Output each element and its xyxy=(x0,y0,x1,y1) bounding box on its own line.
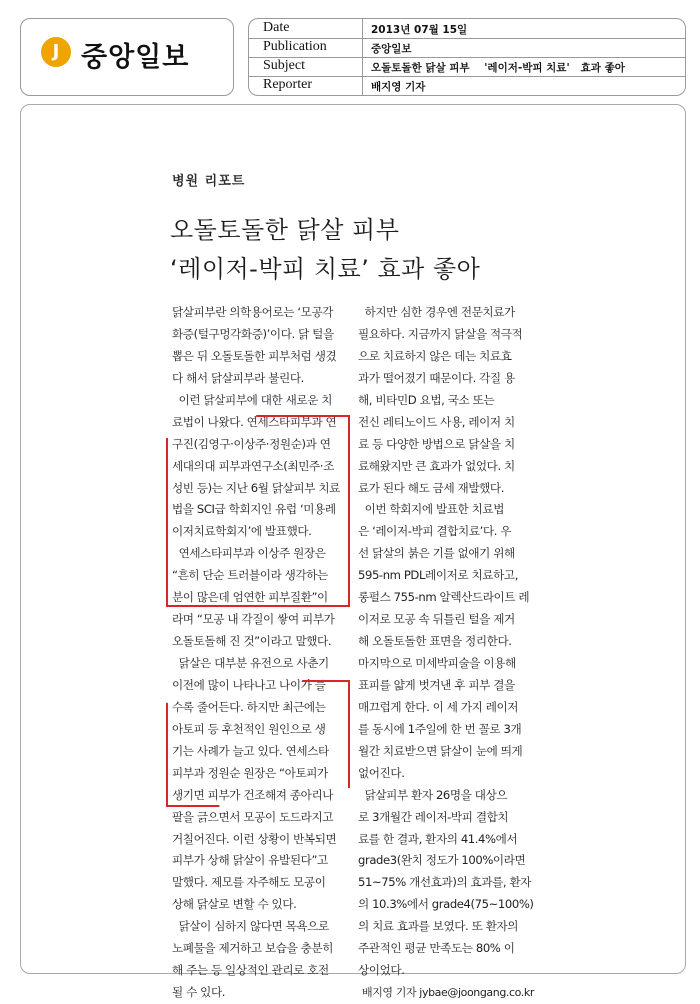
body-text-line: 은 ‘레이저-박피 결합치료’다. 우 xyxy=(358,524,512,539)
metadata-row-date xyxy=(249,19,685,39)
headline-line-1: 오돌토돌한 닭살 피부 xyxy=(170,216,400,244)
body-text-line: 료 등 다양한 방법으로 닭살을 치 xyxy=(358,436,515,451)
body-text-line: 닭살은 대부분 유전으로 사춘기 xyxy=(172,656,329,670)
body-text-line: 닭살피부란 의학용어로는 ‘모공각 xyxy=(172,305,334,319)
body-text-line: 없어진다. xyxy=(358,765,405,780)
metadata-row-publication xyxy=(249,38,685,58)
body-text-line: 다 해서 닭살피부라 불린다. xyxy=(172,370,304,385)
body-text-line: 으로 치료하지 않은 데는 치료효 xyxy=(358,348,512,363)
metadata-row-reporter xyxy=(249,76,685,95)
metadata-table xyxy=(248,18,686,96)
metadata-value: 오돌토돌한 닭살 피부 '레이저-박피 치료' 효과 좋아 xyxy=(371,62,625,74)
body-text-line: 마지막으로 미세박피술을 이용해 xyxy=(358,656,516,670)
body-text-line: 하지만 심한 경우엔 전문치료가 xyxy=(358,305,515,319)
body-text-line: 수록 줄어든다. 하지만 최근에는 xyxy=(172,699,326,714)
body-text-line: 의 치료 효과를 보였다. 또 환자의 xyxy=(358,919,519,934)
body-text-line: 해 오돌토돌한 표면을 정리한다. xyxy=(358,634,512,649)
body-text-line: 화증(털구멍각화증)’이다. 닭 털을 xyxy=(172,326,334,341)
body-text-line: 될 수 있다. xyxy=(172,985,226,1000)
body-text-line: 닭살피부 환자 26명을 대상으 xyxy=(358,787,508,802)
body-text-line: 법을 SCI급 학회지인 유럽 ‘미용레 xyxy=(172,502,336,517)
body-text-line: 표피를 얇게 벗겨낸 후 피부 결을 xyxy=(358,677,515,692)
logo-j-icon: J xyxy=(41,37,71,67)
metadata-label: Date xyxy=(263,20,290,35)
body-text-line: 이런 닭살피부에 대한 새로운 치 xyxy=(172,392,333,407)
body-text-line: 해, 비타민D 요법, 국소 또는 xyxy=(358,392,495,407)
body-text-line: 595-nm PDL레이저로 치료하고, xyxy=(358,568,518,583)
metadata-value: 배지영 기자 xyxy=(371,81,426,93)
body-text-line: 기는 사례가 늘고 있다. 연세스타 xyxy=(172,743,329,758)
metadata-label: Publication xyxy=(263,39,327,54)
body-text-line: 필요하다. 지금까지 닭살을 적극적 xyxy=(358,326,523,341)
body-text-line: 롱펄스 755-nm 알렉산드라이트 레 xyxy=(358,590,530,605)
body-text-line: 료가 된다 해도 금세 재발했다. xyxy=(358,480,505,495)
body-text-line: 닭살이 심하지 않다면 목욕으로 xyxy=(172,919,329,934)
body-text-line: 료를 한 결과, 환자의 41.4%에서 xyxy=(358,831,518,846)
body-text-line: 상이었다. xyxy=(358,963,405,978)
body-text-line: 거칠어진다. 이런 상황이 반복되면 xyxy=(172,831,337,846)
body-text-line: 해 주는 등 일상적인 관리로 호전 xyxy=(172,963,329,978)
body-text-line: 성빈 등)는 지난 6월 닭살피부 치료 xyxy=(172,480,340,495)
body-text-line: 구진(김영구·이상주·정원순)과 연 xyxy=(172,436,331,451)
body-text-line: 료해왔지만 큰 효과가 없었다. 치 xyxy=(358,458,515,473)
logo-text: 중앙일보 xyxy=(81,42,190,73)
body-text-line: 를 동시에 1주일에 한 번 꼴로 3개 xyxy=(358,721,522,736)
body-text-line: 상해 닭살로 변할 수 있다. xyxy=(172,897,297,912)
metadata-value: 중앙일보 xyxy=(371,43,412,55)
body-text-line: 로 3개월간 레이저-박피 결합치 xyxy=(358,809,509,824)
body-text-line: 라며 “모공 내 각질이 쌓여 피부가 xyxy=(172,612,335,627)
section-label: 병원 리포트 xyxy=(172,174,246,189)
body-text-line: 뽑은 뒤 오돌토돌한 피부처럼 생겼 xyxy=(172,348,337,363)
body-text-line: 의 10.3%에서 grade4(75~100%) xyxy=(358,897,534,912)
metadata-label: Reporter xyxy=(263,77,312,92)
body-text-line: 료법이 나왔다. 연세스타피부과 연 xyxy=(172,414,337,429)
body-text-line: 피부가 상해 닭살이 유발된다”고 xyxy=(172,853,328,868)
publication-logo-box xyxy=(20,18,234,96)
reporter-byline: 배지영 기자 jybae@joongang.co.kr xyxy=(361,986,534,1000)
body-text-line: 과가 떨어졌기 때문이다. 각질 용 xyxy=(358,370,515,385)
article-column-right xyxy=(358,302,534,1004)
body-text-line: 생기면 피부가 건조해져 종아리나 xyxy=(172,787,334,802)
body-text-line: 말했다. 제모를 자주해도 모공이 xyxy=(172,875,326,890)
body-text-line: 아토피 등 후천적인 원인으로 생 xyxy=(172,721,326,736)
highlight-box-research xyxy=(166,415,350,607)
body-text-line: 노폐물을 제거하고 보습을 충분히 xyxy=(172,941,334,956)
body-text-line: 매끄럽게 한다. 이 세 가지 레이저 xyxy=(358,699,519,714)
body-text-line: 팔을 긁으면서 모공이 도드라지고 xyxy=(172,809,334,824)
body-text-line: 오돌토돌해 진 것”이라고 말했다. xyxy=(172,634,332,649)
body-text-line: 분이 많은데 엄연한 피부질환”이 xyxy=(172,590,328,605)
body-text-line: 주관적인 평균 만족도는 80% 이 xyxy=(358,941,515,956)
body-text-line: 연세스타피부과 이상주 원장은 xyxy=(172,546,326,561)
body-text-line: 이번 학회지에 발표한 치료법 xyxy=(358,502,505,517)
body-text-line: 선 닭살의 붉은 기를 없애기 위해 xyxy=(358,546,515,561)
article-column-left xyxy=(172,302,356,1004)
body-text-line: “흔히 단순 트러블이라 생각하는 xyxy=(172,568,328,583)
metadata-label: Subject xyxy=(263,58,305,73)
body-text-line: 이저치료학회지’에 발표했다. xyxy=(172,524,312,539)
metadata-value: 2013년 07월 15일 xyxy=(371,24,468,36)
headline-line-2: ‘레이저-박피 치료’ 효과 좋아 xyxy=(170,255,481,283)
body-text-line: grade3(완치 정도가 100%이라면 xyxy=(358,853,526,868)
body-text-line: 이전에 많이 나타나고 나이가 들 xyxy=(172,677,326,692)
body-text-line: 월간 치료받으면 닭살이 눈에 띄게 xyxy=(358,743,523,758)
body-text-line: 피부과 정원순 원장은 “아토피가 xyxy=(172,765,328,780)
body-text-line: 세대의대 피부과연구소(최민주·조 xyxy=(172,458,334,473)
body-text-line: 51~75% 개선효과)의 효과를, 환자 xyxy=(358,875,532,890)
body-text-line: 전신 레티노이드 사용, 레이저 치 xyxy=(358,414,515,429)
metadata-row-subject xyxy=(249,57,685,77)
body-text-line: 이저로 모공 속 뒤틀린 털을 제거 xyxy=(358,612,515,627)
